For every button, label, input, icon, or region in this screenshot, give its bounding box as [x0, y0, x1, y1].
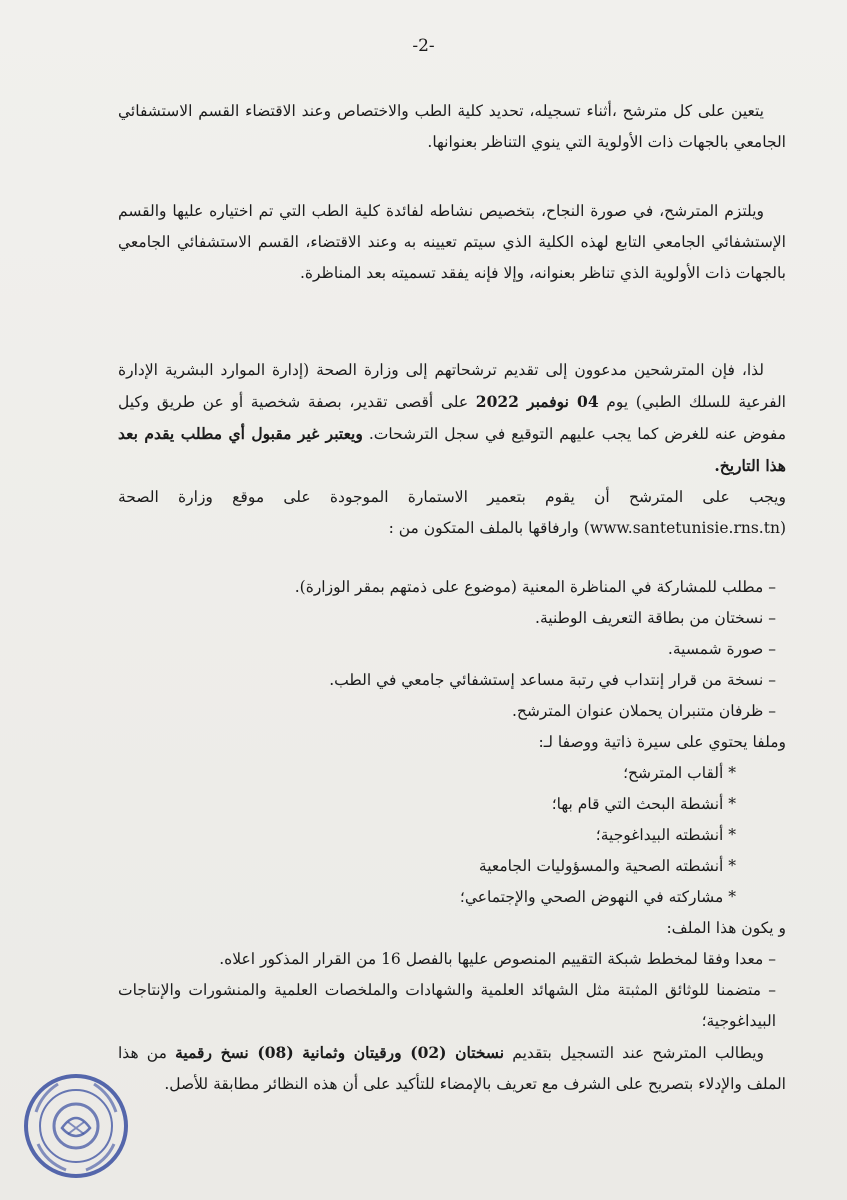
paragraph-copies [118, 1037, 786, 1100]
ministry-url: (www.santetunisie.rns.tn) [583, 519, 786, 537]
list-item: – ظرفان متنبران يحملان عنوان المترشح. [511, 702, 776, 720]
submission-text: لذا، فإن المترشحين مدعوون إلى تقديم ترشحاتهم إلى وزارة الصحة (إدارة الموارد البشرية الإدارة الفرعية للسلك الطبي) يوم [118, 361, 786, 411]
official-seal-icon [22, 1072, 130, 1180]
rejection-notice: ويعتبر غير مقبول أي مطلب يقدم بعد هذا التاريخ. [118, 424, 786, 475]
file-condition: – متضمنا للوثائق المثبتة مثل الشهائد العلمية والشهادات والملخصات العلمية والمنشورات والإنتاجات البيداغوجية؛ [118, 981, 776, 1030]
document-body [118, 96, 786, 1100]
cv-item: * ألقاب المترشح؛ [623, 764, 736, 782]
submission-text-2: على أقصى تقدير، بصفة شخصية أو عن طريق وكيل مفوض عنه للغرض كما يجب عليهم التوقيع في سجل الترشحات. [118, 393, 787, 443]
copies-count: نسختان (02) ورقيتان وثمانية (08) نسخ رقمية [175, 1043, 505, 1062]
copies-text-2: من هذا الملف والإدلاء بتصريح على الشرف مع تعريف بالإمضاء للتأكيد على أن هذه النظائر مطابقة للأصل. [118, 1044, 786, 1093]
form-text-2: وارفاقها بالملف المتكون من : [388, 519, 584, 537]
paragraph-submission [118, 355, 786, 482]
paragraph-registration: يتعين على كل مترشح ،أثناء تسجيله، تحديد كلية الطب والاختصاص وعند الاقتضاء القسم الاستشفائي الجامعي بالجهات ذات الأولوية التي ينوي التناظر بعنوانها. [118, 102, 786, 151]
cv-item: * أنشطته الصحية والمسؤوليات الجامعية [478, 857, 736, 875]
paragraph-form [118, 482, 786, 544]
paragraph-cv: وملفا يحتوي على سيرة ذاتية ووصفا لـ: [538, 733, 786, 751]
submission-deadline: 04 نوفمبر 2022 [475, 392, 599, 411]
cv-item: * أنشطة البحث التي قام بها؛ [551, 795, 736, 813]
list-item: – نسختان من بطاقة التعريف الوطنية. [535, 609, 776, 627]
copies-text: ويطالب المترشح عند التسجيل بتقديم [504, 1044, 765, 1062]
form-text: ويجب على المترشح أن يقوم بتعمير الاستمارة الموجودة على موقع وزارة الصحة [118, 488, 786, 506]
list-item: – صورة شمسية. [667, 640, 776, 658]
cv-item: * أنشطته البيداغوجية؛ [595, 826, 736, 844]
list-item: – نسخة من قرار إنتداب في رتبة مساعد إستشفائي جامعي في الطب. [329, 671, 776, 689]
paragraph-commitment: ويلتزم المترشح، في صورة النجاح، بتخصيص نشاطه لفائدة كلية الطب التي تم اختياره عليها والقسم الإستشفائي الجامعي التابع لهذه الكلية الذي سيتم تعيينه به وعند الاقتضاء، القسم الاستشفائي الجامعي بالجهات ذات الأولوية الذي تناظر بعنوانه، وإلا فإنه يفقد تسميته بعد المناظرة. [118, 202, 786, 282]
list-item: – مطلب للمشاركة في المناظرة المعنية (موضوع على ذمتهم بمقر الوزارة). [294, 578, 776, 596]
file-condition: – معدا وفقا لمخطط شبكة التقييم المنصوص عليها بالفصل 16 من القرار المذكور اعلاه. [219, 950, 776, 968]
page-number: -2- [412, 36, 435, 56]
paragraph-file: و يكون هذا الملف: [666, 919, 786, 937]
cv-item: * مشاركته في النهوض الصحي والإجتماعي؛ [459, 888, 736, 906]
